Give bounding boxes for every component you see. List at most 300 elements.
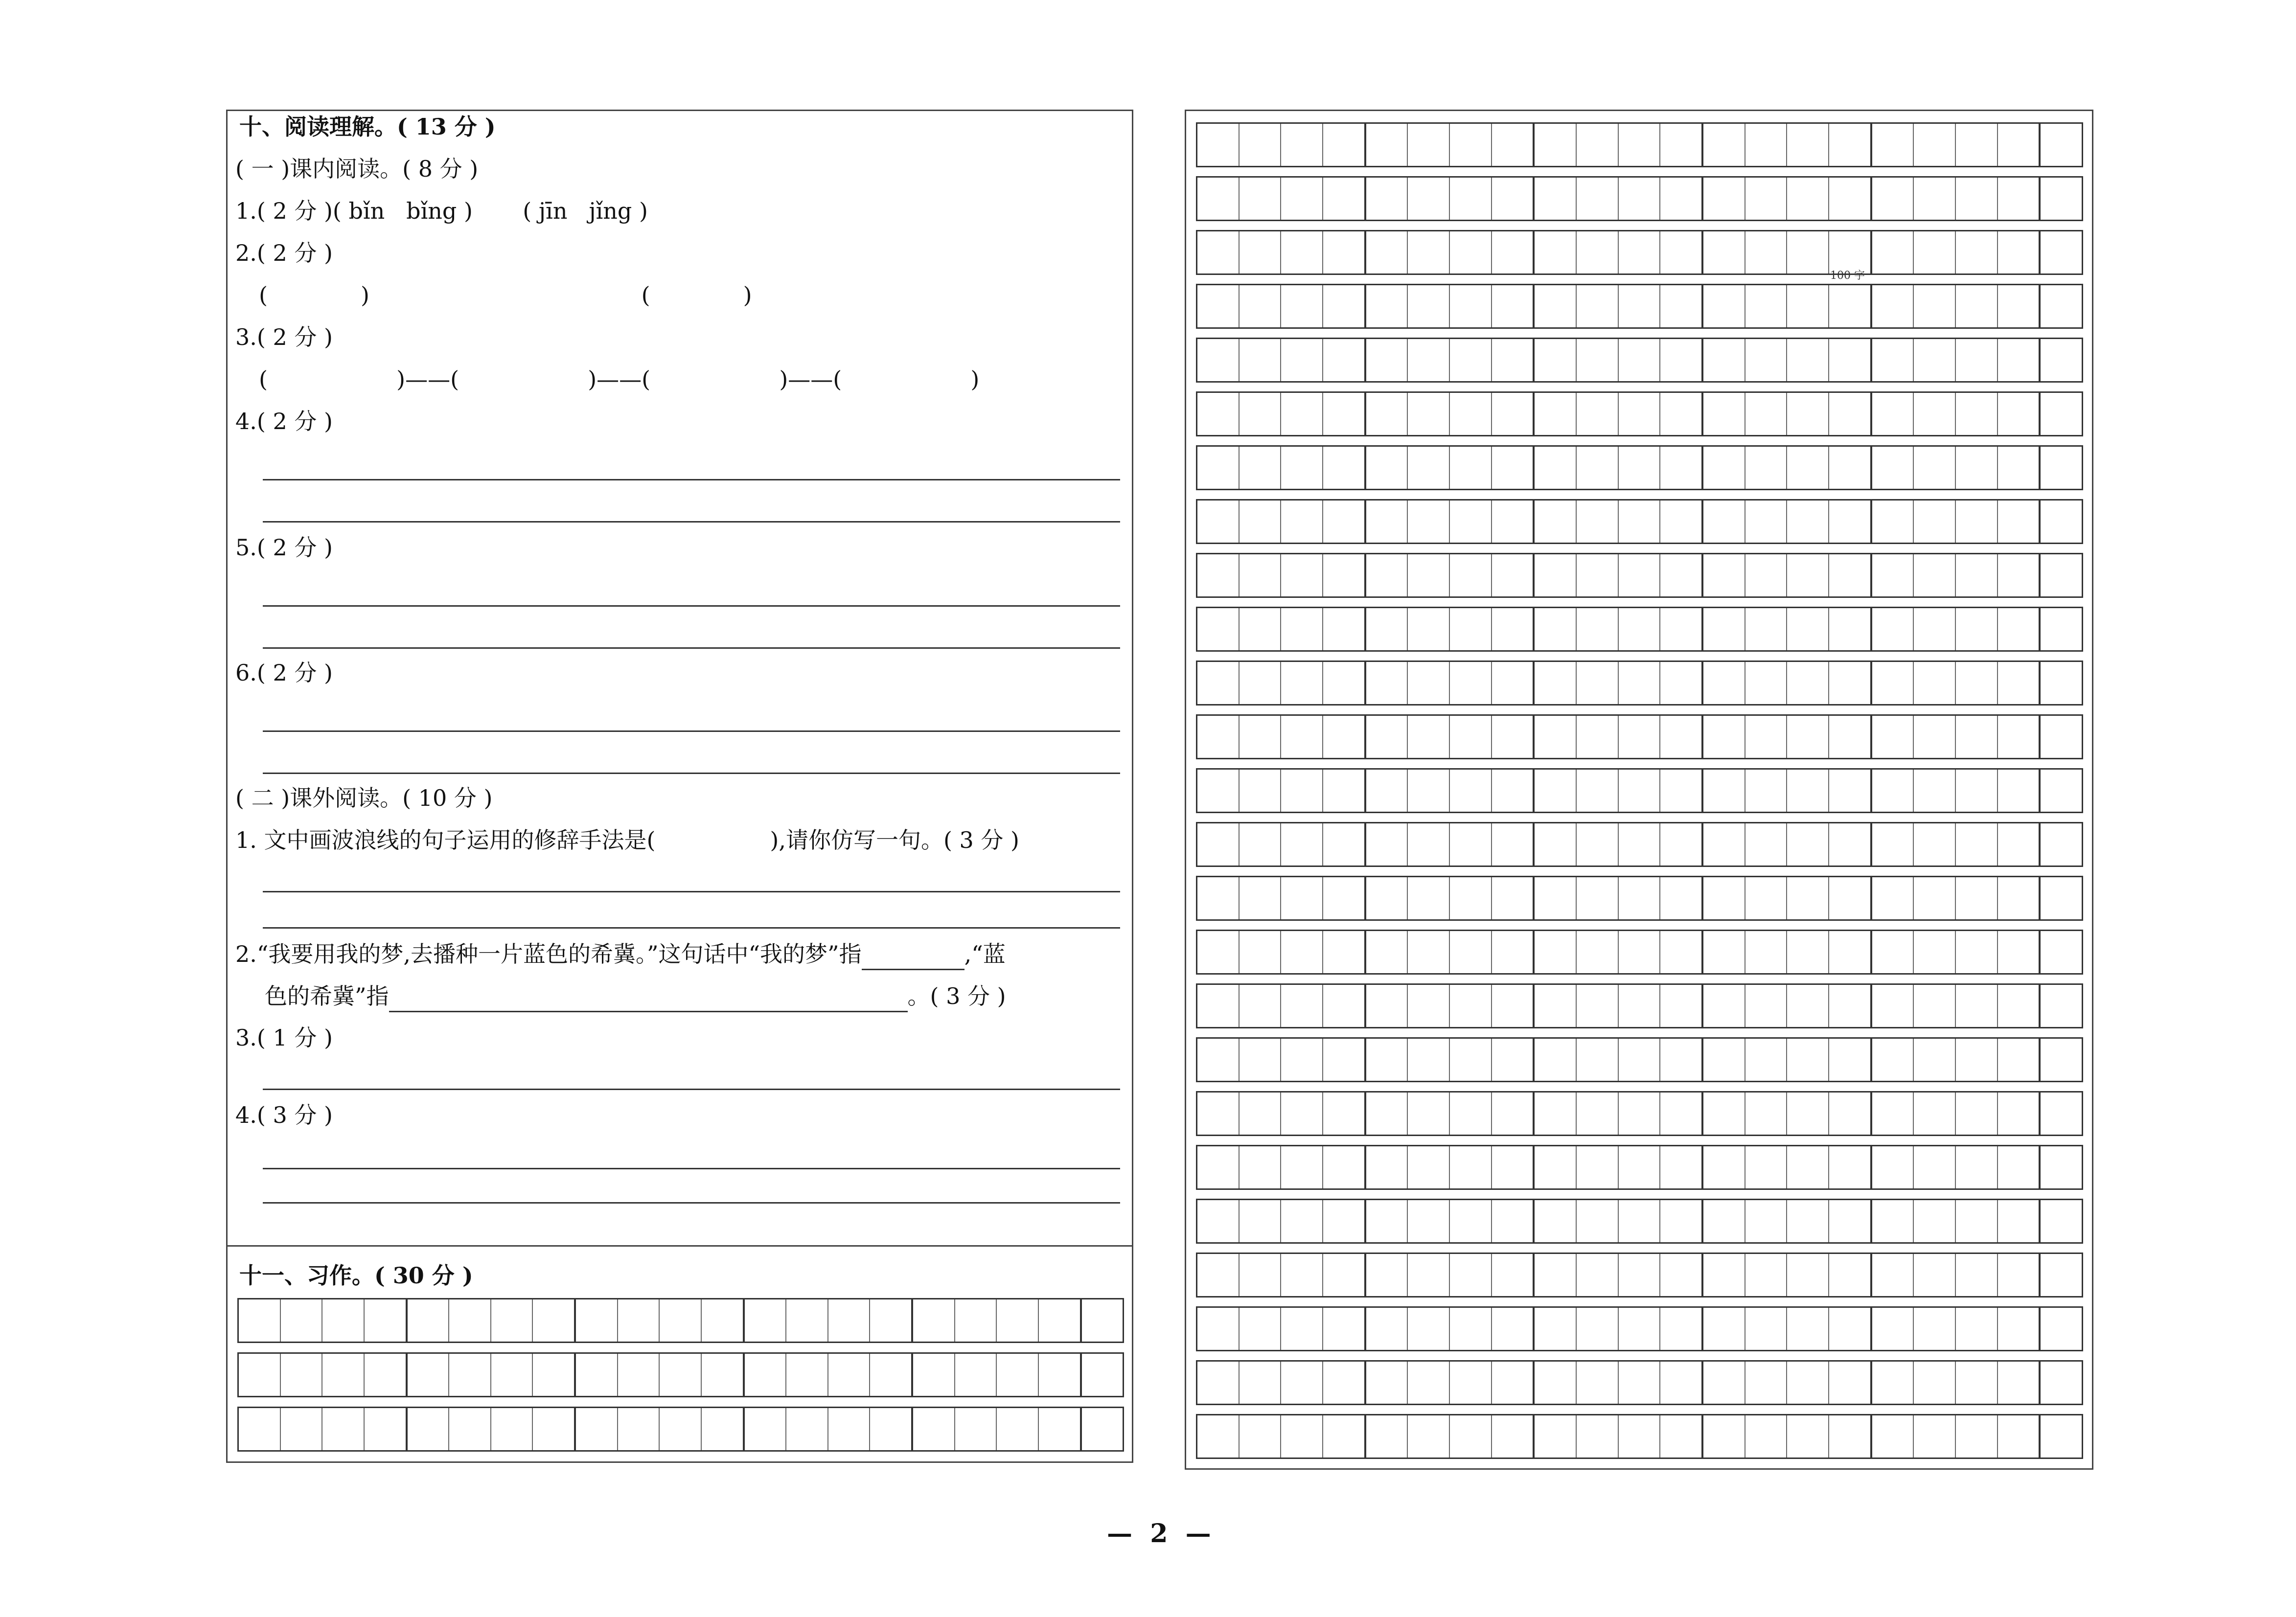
grid-cell[interactable] xyxy=(955,1408,997,1450)
grid-cell[interactable] xyxy=(576,1354,618,1396)
grid-cell[interactable] xyxy=(2041,393,2082,435)
grid-cell[interactable] xyxy=(1703,1254,1745,1296)
grid-cell[interactable] xyxy=(2041,716,2082,758)
grid-cell[interactable] xyxy=(1914,1146,1956,1188)
grid-cell[interactable] xyxy=(1745,1146,1788,1188)
grid-cell[interactable] xyxy=(1323,1200,1366,1242)
grid-cell[interactable] xyxy=(1872,1362,1914,1404)
grid-cell[interactable] xyxy=(1872,1039,1914,1081)
grid-cell[interactable] xyxy=(1281,1415,1323,1458)
grid-cell[interactable] xyxy=(1281,231,1323,273)
grid-cell[interactable] xyxy=(1914,770,1956,812)
grid-cell[interactable] xyxy=(1577,501,1619,543)
grid-cell[interactable] xyxy=(1492,770,1535,812)
grid-cell[interactable] xyxy=(1535,716,1577,758)
grid-cell[interactable] xyxy=(1998,1093,2041,1135)
question-2-blanks[interactable]: ( ) ( ) xyxy=(259,282,752,308)
grid-cell[interactable] xyxy=(1914,1308,1956,1350)
grid-cell[interactable] xyxy=(1703,662,1745,704)
grid-cell[interactable] xyxy=(1450,501,1492,543)
grid-cell[interactable] xyxy=(1492,231,1535,273)
grid-cell[interactable] xyxy=(1450,1362,1492,1404)
grid-row[interactable] xyxy=(1196,1091,2083,1136)
grid-cell[interactable] xyxy=(2041,231,2082,273)
grid-cell[interactable] xyxy=(1914,931,1956,973)
grid-cell[interactable] xyxy=(1577,178,1619,220)
grid-cell[interactable] xyxy=(1492,339,1535,381)
grid-cell[interactable] xyxy=(1745,1254,1788,1296)
grid-cell[interactable] xyxy=(1240,1362,1282,1404)
grid-cell[interactable] xyxy=(1450,931,1492,973)
grid-cell[interactable] xyxy=(1197,339,1240,381)
grid-cell[interactable] xyxy=(1660,1362,1703,1404)
grid-cell[interactable] xyxy=(1872,716,1914,758)
grid-cell[interactable] xyxy=(1492,1254,1535,1296)
grid-cell[interactable] xyxy=(1323,1415,1366,1458)
grid-cell[interactable] xyxy=(1535,1200,1577,1242)
grid-cell[interactable] xyxy=(1366,554,1408,596)
grid-cell[interactable] xyxy=(1240,1146,1282,1188)
grid-cell[interactable] xyxy=(1197,985,1240,1027)
grid-cell[interactable] xyxy=(1956,124,1998,166)
grid-cell[interactable] xyxy=(1998,877,2041,919)
grid-cell[interactable] xyxy=(1660,1093,1703,1135)
grid-cell[interactable] xyxy=(1872,285,1914,327)
grid-cell[interactable] xyxy=(1450,1200,1492,1242)
grid-cell[interactable] xyxy=(1281,339,1323,381)
grid-cell[interactable] xyxy=(702,1408,745,1450)
grid-cell[interactable] xyxy=(533,1354,576,1396)
grid-cell[interactable] xyxy=(1872,1200,1914,1242)
grid-cell[interactable] xyxy=(1408,1039,1450,1081)
grid-cell[interactable] xyxy=(1998,1200,2041,1242)
grid-cell[interactable] xyxy=(1998,178,2041,220)
grid-cell[interactable] xyxy=(1829,554,1872,596)
grid-cell[interactable] xyxy=(1323,124,1366,166)
grid-row[interactable] xyxy=(1196,1145,2083,1190)
grid-cell[interactable] xyxy=(1577,1039,1619,1081)
grid-cell[interactable] xyxy=(1492,1039,1535,1081)
grid-cell[interactable] xyxy=(702,1299,745,1342)
grid-cell[interactable] xyxy=(1956,1200,1998,1242)
grid-cell[interactable] xyxy=(1323,231,1366,273)
grid-cell[interactable] xyxy=(1998,1146,2041,1188)
grid-cell[interactable] xyxy=(1787,1146,1829,1188)
grid-cell[interactable] xyxy=(997,1354,1039,1396)
grid-cell[interactable] xyxy=(408,1299,450,1342)
grid-cell[interactable] xyxy=(1577,1254,1619,1296)
grid-cell[interactable] xyxy=(1872,985,1914,1027)
grid-cell[interactable] xyxy=(618,1354,660,1396)
grid-cell[interactable] xyxy=(1787,1093,1829,1135)
grid-cell[interactable] xyxy=(1450,770,1492,812)
grid-cell[interactable] xyxy=(1703,393,1745,435)
grid-cell[interactable] xyxy=(1082,1354,1123,1396)
grid-cell[interactable] xyxy=(1281,1308,1323,1350)
grid-cell[interactable] xyxy=(870,1354,913,1396)
grid-cell[interactable] xyxy=(1535,1039,1577,1081)
grid-cell[interactable] xyxy=(1240,662,1282,704)
grid-cell[interactable] xyxy=(1240,1039,1282,1081)
grid-cell[interactable] xyxy=(1577,1146,1619,1188)
grid-cell[interactable] xyxy=(1660,823,1703,865)
grid-cell[interactable] xyxy=(1745,393,1788,435)
grid-cell[interactable] xyxy=(1492,985,1535,1027)
grid-cell[interactable] xyxy=(1197,770,1240,812)
grid-cell[interactable] xyxy=(1787,178,1829,220)
grid-cell[interactable] xyxy=(281,1299,323,1342)
grid-cell[interactable] xyxy=(1914,1039,1956,1081)
grid-cell[interactable] xyxy=(1366,501,1408,543)
grid-cell[interactable] xyxy=(1323,1254,1366,1296)
grid-cell[interactable] xyxy=(1956,931,1998,973)
grid-cell[interactable] xyxy=(1492,823,1535,865)
grid-cell[interactable] xyxy=(1323,1308,1366,1350)
grid-cell[interactable] xyxy=(322,1408,365,1450)
grid-cell[interactable] xyxy=(1323,877,1366,919)
grid-cell[interactable] xyxy=(1281,823,1323,865)
grid-cell[interactable] xyxy=(1408,339,1450,381)
grid-cell[interactable] xyxy=(1998,823,2041,865)
grid-cell[interactable] xyxy=(1914,447,1956,489)
grid-cell[interactable] xyxy=(1366,770,1408,812)
grid-cell[interactable] xyxy=(1323,608,1366,650)
grid-cell[interactable] xyxy=(1619,1146,1661,1188)
grid-cell[interactable] xyxy=(1492,447,1535,489)
grid-cell[interactable] xyxy=(1787,985,1829,1027)
grid-cell[interactable] xyxy=(1535,178,1577,220)
grid-cell[interactable] xyxy=(1240,1254,1282,1296)
grid-cell[interactable] xyxy=(1450,393,1492,435)
grid-cell[interactable] xyxy=(576,1408,618,1450)
grid-cell[interactable] xyxy=(1366,1146,1408,1188)
grid-cell[interactable] xyxy=(1787,124,1829,166)
grid-cell[interactable] xyxy=(1660,770,1703,812)
grid-cell[interactable] xyxy=(1872,231,1914,273)
grid-cell[interactable] xyxy=(1366,1254,1408,1296)
answer-line[interactable] xyxy=(263,521,1120,523)
grid-cell[interactable] xyxy=(1914,393,1956,435)
grid-cell[interactable] xyxy=(1745,931,1788,973)
grid-cell[interactable] xyxy=(1577,285,1619,327)
grid-cell[interactable] xyxy=(1240,447,1282,489)
grid-cell[interactable] xyxy=(1745,877,1788,919)
grid-row[interactable] xyxy=(1196,553,2083,598)
grid-cell[interactable] xyxy=(1535,447,1577,489)
grid-cell[interactable] xyxy=(828,1354,871,1396)
grid-row[interactable] xyxy=(1196,230,2083,275)
grid-cell[interactable] xyxy=(1745,1200,1788,1242)
grid-cell[interactable] xyxy=(1998,931,2041,973)
grid-cell[interactable] xyxy=(955,1354,997,1396)
grid-cell[interactable] xyxy=(1535,285,1577,327)
grid-cell[interactable] xyxy=(1829,877,1872,919)
grid-cell[interactable] xyxy=(2041,877,2082,919)
grid-cell[interactable] xyxy=(1787,447,1829,489)
grid-cell[interactable] xyxy=(2041,554,2082,596)
grid-cell[interactable] xyxy=(1787,1362,1829,1404)
grid-cell[interactable] xyxy=(1197,931,1240,973)
grid-cell[interactable] xyxy=(1660,554,1703,596)
grid-cell[interactable] xyxy=(1956,1415,1998,1458)
grid-cell[interactable] xyxy=(2041,447,2082,489)
grid-cell[interactable] xyxy=(1450,985,1492,1027)
grid-cell[interactable] xyxy=(1366,1093,1408,1135)
grid-cell[interactable] xyxy=(828,1408,871,1450)
grid-cell[interactable] xyxy=(1492,608,1535,650)
grid-cell[interactable] xyxy=(1872,447,1914,489)
grid-cell[interactable] xyxy=(1240,285,1282,327)
grid-cell[interactable] xyxy=(1240,393,1282,435)
grid-cell[interactable] xyxy=(1619,554,1661,596)
grid-cell[interactable] xyxy=(1323,393,1366,435)
grid-cell[interactable] xyxy=(1240,501,1282,543)
grid-cell[interactable] xyxy=(1281,716,1323,758)
grid-cell[interactable] xyxy=(365,1354,408,1396)
grid-cell[interactable] xyxy=(1366,231,1408,273)
grid-cell[interactable] xyxy=(1703,124,1745,166)
grid-cell[interactable] xyxy=(1535,877,1577,919)
grid-cell[interactable] xyxy=(1281,877,1323,919)
grid-cell[interactable] xyxy=(1197,501,1240,543)
grid-cell[interactable] xyxy=(1577,1362,1619,1404)
grid-cell[interactable] xyxy=(1872,178,1914,220)
grid-cell[interactable] xyxy=(1829,124,1872,166)
grid-cell[interactable] xyxy=(1872,608,1914,650)
grid-cell[interactable] xyxy=(1829,393,1872,435)
grid-cell[interactable] xyxy=(2041,1200,2082,1242)
grid-cell[interactable] xyxy=(1492,501,1535,543)
grid-cell[interactable] xyxy=(1450,1093,1492,1135)
grid-cell[interactable] xyxy=(1450,447,1492,489)
grid-cell[interactable] xyxy=(1829,1146,1872,1188)
grid-cell[interactable] xyxy=(1787,339,1829,381)
grid-cell[interactable] xyxy=(1872,1415,1914,1458)
grid-cell[interactable] xyxy=(1492,877,1535,919)
grid-cell[interactable] xyxy=(2041,985,2082,1027)
grid-cell[interactable] xyxy=(1323,339,1366,381)
grid-cell[interactable] xyxy=(1535,339,1577,381)
grid-cell[interactable] xyxy=(1577,823,1619,865)
grid-cell[interactable] xyxy=(1956,1308,1998,1350)
grid-cell[interactable] xyxy=(1872,823,1914,865)
grid-cell[interactable] xyxy=(1450,339,1492,381)
grid-cell[interactable] xyxy=(1366,662,1408,704)
grid-cell[interactable] xyxy=(1366,447,1408,489)
grid-cell[interactable] xyxy=(1787,501,1829,543)
grid-cell[interactable] xyxy=(1998,393,2041,435)
grid-cell[interactable] xyxy=(1408,1254,1450,1296)
grid-cell[interactable] xyxy=(1323,1146,1366,1188)
grid-cell[interactable] xyxy=(1197,231,1240,273)
grid-cell[interactable] xyxy=(1745,1308,1788,1350)
grid-cell[interactable] xyxy=(1408,231,1450,273)
grid-cell[interactable] xyxy=(870,1408,913,1450)
grid-row[interactable] xyxy=(1196,284,2083,329)
grid-cell[interactable] xyxy=(1956,1254,1998,1296)
grid-cell[interactable] xyxy=(491,1299,533,1342)
answer-line[interactable] xyxy=(263,1168,1120,1169)
grid-cell[interactable] xyxy=(239,1408,281,1450)
grid-cell[interactable] xyxy=(1956,1093,1998,1135)
grid-cell[interactable] xyxy=(997,1299,1039,1342)
grid-cell[interactable] xyxy=(408,1408,450,1450)
grid-cell[interactable] xyxy=(1660,124,1703,166)
grid-cell[interactable] xyxy=(1450,1254,1492,1296)
grid-cell[interactable] xyxy=(1872,931,1914,973)
grid-cell[interactable] xyxy=(1082,1299,1123,1342)
grid-cell[interactable] xyxy=(1745,178,1788,220)
grid-cell[interactable] xyxy=(1872,1308,1914,1350)
grid-cell[interactable] xyxy=(1829,339,1872,381)
grid-cell[interactable] xyxy=(1323,554,1366,596)
grid-cell[interactable] xyxy=(660,1408,702,1450)
grid-cell[interactable] xyxy=(1745,1039,1788,1081)
grid-cell[interactable] xyxy=(1197,716,1240,758)
grid-cell[interactable] xyxy=(1577,554,1619,596)
grid-cell[interactable] xyxy=(1956,823,1998,865)
grid-cell[interactable] xyxy=(1281,1146,1323,1188)
grid-cell[interactable] xyxy=(1829,662,1872,704)
grid-cell[interactable] xyxy=(1619,1362,1661,1404)
grid-cell[interactable] xyxy=(1703,554,1745,596)
grid-row[interactable] xyxy=(1196,176,2083,221)
question-3-blanks[interactable]: ( )——( )——( )——( ) xyxy=(259,366,980,392)
grid-cell[interactable] xyxy=(1408,178,1450,220)
grid-cell[interactable] xyxy=(1998,1254,2041,1296)
grid-cell[interactable] xyxy=(1577,716,1619,758)
grid-cell[interactable] xyxy=(1366,1362,1408,1404)
grid-cell[interactable] xyxy=(1998,1308,2041,1350)
grid-cell[interactable] xyxy=(1408,1415,1450,1458)
grid-cell[interactable] xyxy=(1197,447,1240,489)
grid-cell[interactable] xyxy=(1197,393,1240,435)
answer-line[interactable] xyxy=(263,605,1120,607)
grid-cell[interactable] xyxy=(618,1408,660,1450)
grid-cell[interactable] xyxy=(1197,1093,1240,1135)
grid-cell[interactable] xyxy=(1619,285,1661,327)
grid-cell[interactable] xyxy=(1323,1093,1366,1135)
grid-cell[interactable] xyxy=(1703,1362,1745,1404)
grid-cell[interactable] xyxy=(786,1408,828,1450)
grid-cell[interactable] xyxy=(1577,662,1619,704)
grid-cell[interactable] xyxy=(1956,178,1998,220)
grid-cell[interactable] xyxy=(2041,501,2082,543)
grid-cell[interactable] xyxy=(1535,554,1577,596)
grid-cell[interactable] xyxy=(1829,1254,1872,1296)
grid-cell[interactable] xyxy=(1619,1254,1661,1296)
grid-cell[interactable] xyxy=(1872,1254,1914,1296)
grid-cell[interactable] xyxy=(1998,770,2041,812)
grid-cell[interactable] xyxy=(1366,823,1408,865)
grid-cell[interactable] xyxy=(1703,1039,1745,1081)
grid-cell[interactable] xyxy=(1829,1362,1872,1404)
grid-cell[interactable] xyxy=(1703,285,1745,327)
grid-cell[interactable] xyxy=(1956,985,1998,1027)
grid-cell[interactable] xyxy=(1366,124,1408,166)
grid-cell[interactable] xyxy=(1787,877,1829,919)
grid-cell[interactable] xyxy=(1492,393,1535,435)
grid-cell[interactable] xyxy=(1450,1308,1492,1350)
grid-cell[interactable] xyxy=(1281,554,1323,596)
grid-row[interactable] xyxy=(237,1407,1124,1452)
grid-cell[interactable] xyxy=(1829,285,1872,327)
grid-cell[interactable] xyxy=(1872,1093,1914,1135)
grid-cell[interactable] xyxy=(1535,1362,1577,1404)
grid-cell[interactable] xyxy=(1660,931,1703,973)
grid-cell[interactable] xyxy=(1039,1299,1082,1342)
grid-cell[interactable] xyxy=(1366,1039,1408,1081)
grid-cell[interactable] xyxy=(1829,985,1872,1027)
grid-cell[interactable] xyxy=(1535,393,1577,435)
grid-cell[interactable] xyxy=(2041,1093,2082,1135)
grid-cell[interactable] xyxy=(1577,931,1619,973)
grid-cell[interactable] xyxy=(1240,1200,1282,1242)
grid-cell[interactable] xyxy=(322,1354,365,1396)
grid-row[interactable] xyxy=(1196,607,2083,652)
grid-cell[interactable] xyxy=(1787,1039,1829,1081)
grid-cell[interactable] xyxy=(1240,1415,1282,1458)
grid-cell[interactable] xyxy=(1914,823,1956,865)
grid-cell[interactable] xyxy=(913,1408,955,1450)
grid-cell[interactable] xyxy=(1829,931,1872,973)
grid-cell[interactable] xyxy=(1323,823,1366,865)
grid-cell[interactable] xyxy=(2041,608,2082,650)
grid-cell[interactable] xyxy=(1323,501,1366,543)
grid-cell[interactable] xyxy=(1745,608,1788,650)
grid-cell[interactable] xyxy=(1281,1039,1323,1081)
grid-cell[interactable] xyxy=(449,1354,491,1396)
grid-cell[interactable] xyxy=(1872,393,1914,435)
grid-cell[interactable] xyxy=(1408,554,1450,596)
answer-line[interactable] xyxy=(263,773,1120,774)
grid-cell[interactable] xyxy=(1323,1362,1366,1404)
grid-cell[interactable] xyxy=(1914,1200,1956,1242)
grid-cell[interactable] xyxy=(1829,1093,1872,1135)
grid-cell[interactable] xyxy=(870,1299,913,1342)
answer-line[interactable] xyxy=(263,1202,1120,1204)
grid-cell[interactable] xyxy=(1492,285,1535,327)
grid-cell[interactable] xyxy=(1577,1308,1619,1350)
grid-cell[interactable] xyxy=(1366,985,1408,1027)
grid-cell[interactable] xyxy=(1619,1415,1661,1458)
grid-cell[interactable] xyxy=(1745,447,1788,489)
grid-cell[interactable] xyxy=(1240,931,1282,973)
grid-cell[interactable] xyxy=(1197,178,1240,220)
grid-cell[interactable] xyxy=(1281,1254,1323,1296)
grid-cell[interactable] xyxy=(1703,1093,1745,1135)
grid-cell[interactable] xyxy=(1492,178,1535,220)
grid-cell[interactable] xyxy=(660,1299,702,1342)
grid-cell[interactable] xyxy=(1323,985,1366,1027)
grid-cell[interactable] xyxy=(1281,1093,1323,1135)
grid-cell[interactable] xyxy=(1450,178,1492,220)
grid-cell[interactable] xyxy=(1366,285,1408,327)
grid-row[interactable] xyxy=(1196,391,2083,436)
grid-cell[interactable] xyxy=(1577,447,1619,489)
grid-row[interactable] xyxy=(1196,445,2083,490)
grid-cell[interactable] xyxy=(1492,1362,1535,1404)
grid-cell[interactable] xyxy=(1577,608,1619,650)
grid-cell[interactable] xyxy=(1660,1039,1703,1081)
grid-cell[interactable] xyxy=(1408,716,1450,758)
grid-cell[interactable] xyxy=(1281,1362,1323,1404)
grid-cell[interactable] xyxy=(1535,1308,1577,1350)
grid-cell[interactable] xyxy=(533,1408,576,1450)
grid-cell[interactable] xyxy=(1956,1039,1998,1081)
grid-cell[interactable] xyxy=(1787,1200,1829,1242)
grid-cell[interactable] xyxy=(1492,124,1535,166)
